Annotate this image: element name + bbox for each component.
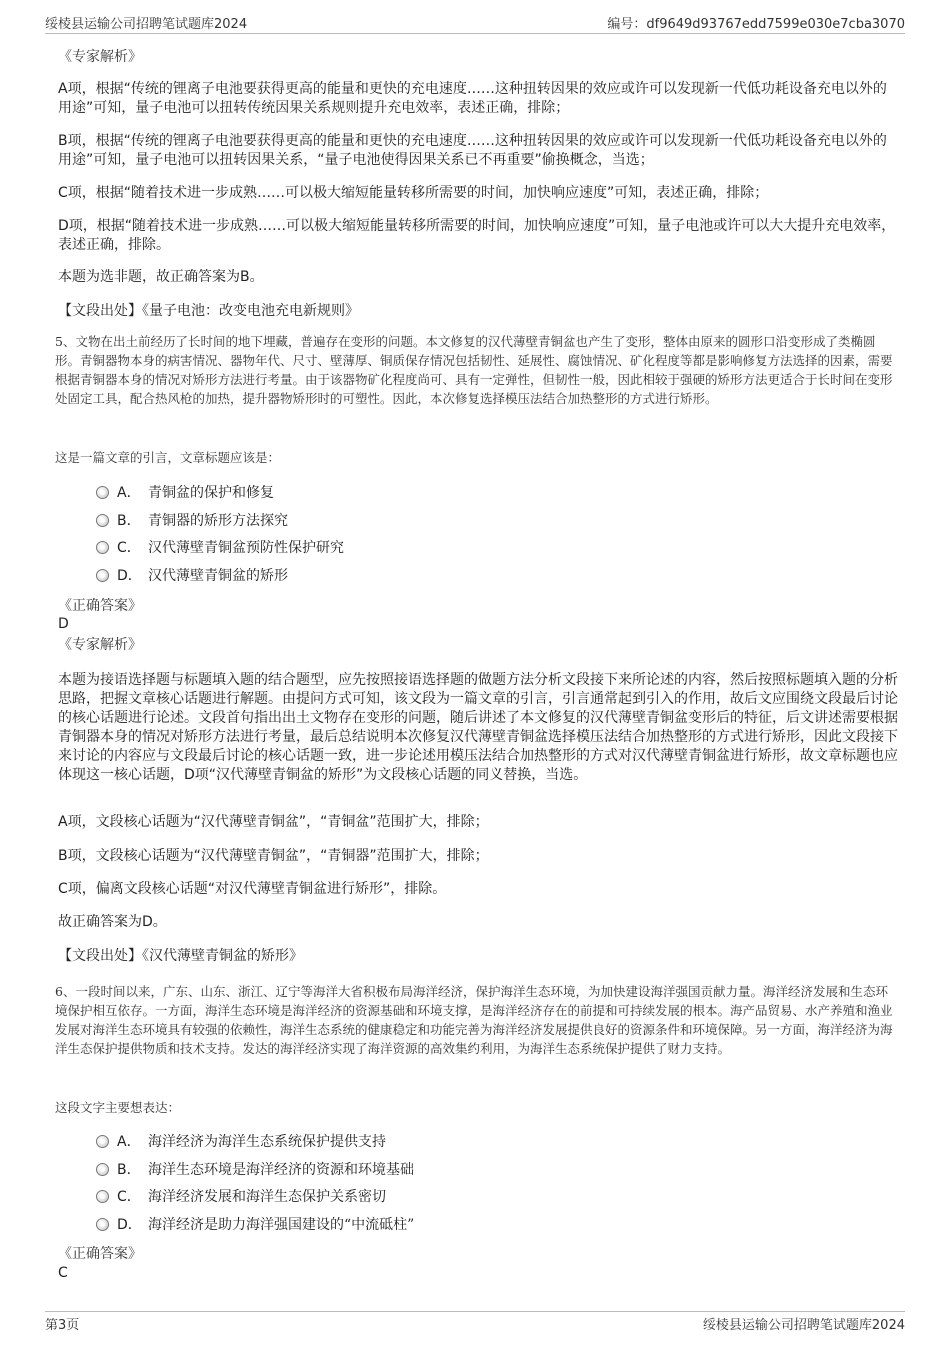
question-prompt: 这是一篇文章的引言，文章标题应该是： [55,450,281,465]
option-a[interactable]: A． 青铜盆的保护和修复 [96,483,274,503]
source-citation: 【文段出处】《量子电池：改变电池充电新规则》 [58,303,359,319]
header-title: 绥棱县运输公司招聘笔试题库2024 [45,17,248,32]
correct-answer-label: 《正确答案》 [58,598,142,614]
radio-icon[interactable] [96,486,109,499]
analysis-paragraph: 本题为接语选择题与标题填入题的结合题型，应先按照接语选择题的做题方法分析文段接下来所论述的内容，然后按照标题填入题的分析思路，把握文章核心话题进行解题。由提问方式可知，该文段为一篇文章的引言，引言通常起到引入的作用，故后文应围绕文段最后讨论的核心话题进行论述。文段首句指出出土文物存在变形的问题，随后讲述了本文修复的汉代薄壁青铜盆变形后的特征，后文讲述需要根据青铜器本身的情况对矫形方法进行考量，最后总结说明本次修复汉代薄壁青铜盆选择模压法结合加热整形的方式进行矫形，因此文段接下来讨论的内容应与文段最后讨论的核心话题一致，进一步论述用模压法结合加热整形的方式对汉代薄壁青铜盆进行矫形，故文章标题也应体现这一核心话题，D项“汉代薄壁青铜盆的矫形”为文段核心话题的同义替换，当选。 [58,672,898,783]
analysis-conclusion: 本题为选非题，故正确答案为B。 [58,269,264,285]
correct-answer-value: C [58,1265,68,1281]
expert-analysis-label: 《专家解析》 [58,49,142,65]
radio-icon[interactable] [96,1190,109,1203]
question-passage: 5、文物在出土前经历了长时间的地下埋藏，普遍存在变形的问题。本文修复的汉代薄壁青铜盆也产生了变形，整体由原来的圆形口沿变形成了类椭圆形。青铜器物本身的病害情况、器物年代、尺寸、壁薄厚、铜质保存情况包括韧性、延展性、腐蚀情况、矿化程度等都是影响修复方法选择的因素，需要根据青铜器本身的情况对矫形方法进行考量。由于该器物矿化程度尚可、具有一定弹性，但韧性一般，因此相较于强硬的矫形方法更适合于长时间在变形处固定工具，配合热风枪的加热，提升器物矫形时的可塑性。因此，本次修复选择模压法结合加热整形的方式进行矫形。 [55,334,893,406]
header-doc-id: 编号：df9649d93767edd7599e030e7cba3070 [607,17,905,32]
question-prompt: 这段文字主要想表达： [55,1100,181,1115]
radio-icon[interactable] [96,1163,109,1176]
footer-title: 绥棱县运输公司招聘笔试题库2024 [702,1318,905,1333]
analysis-paragraph: C项，偏离文段核心话题“对汉代薄壁青铜盆进行矫形”，排除。 [58,881,447,897]
option-b[interactable]: B． 海洋生态环境是海洋经济的资源和环境基础 [96,1160,414,1180]
correct-answer-label: 《正确答案》 [58,1246,142,1262]
analysis-paragraph: B项，根据“传统的锂离子电池要获得更高的能量和更快的充电速度……这种扭转因果的效应或许可以发现新一代低功耗设备充电以外的用途”可知，量子电池可以扭转因果关系，“量子电池使得因果关系已不再重要”偷换概念，当选； [58,133,887,168]
expert-analysis-label: 《专家解析》 [58,637,142,653]
analysis-paragraph: D项，根据“随着技术进一步成熟……可以极大缩短能量转移所需要的时间，加快响应速度”可知，量子电池或许可以大大提升充电效率，表述正确，排除。 [58,218,896,253]
analysis-paragraph: B项，文段核心话题为“汉代薄壁青铜盆”，“青铜器”范围扩大，排除； [58,848,489,864]
option-b[interactable]: B． 青铜器的矫形方法探究 [96,511,288,531]
option-c[interactable]: C． 汉代薄壁青铜盆预防性保护研究 [96,538,344,558]
question-passage: 6、一段时间以来，广东、山东、浙江、辽宁等海洋大省积极布局海洋经济，保护海洋生态环境，为加快建设海洋强国贡献力量。海洋经济发展和生态环境保护相互依存。一方面，海洋生态环境是海洋经济的资源基础和环境支撑，是海洋经济存在的前提和可持续发展的根本。海产品贸易、水产养殖和渔业发展对海洋生态环境具有较强的依赖性，海洋生态系统的健康稳定和功能完善为海洋经济发展提供良好的资源条件和环境保障。另一方面，海洋经济为海洋生态保护提供物质和技术支持。发达的海洋经济实现了海洋资源的高效集约利用，为海洋生态系统保护提供了财力支持。 [55,984,893,1056]
option-c[interactable]: C． 海洋经济发展和海洋生态保护关系密切 [96,1187,386,1207]
source-citation: 【文段出处】《汉代薄壁青铜盆的矫形》 [58,948,303,964]
radio-icon[interactable] [96,569,109,582]
radio-icon[interactable] [96,514,109,527]
radio-icon[interactable] [96,1135,109,1148]
option-d[interactable]: D． 汉代薄壁青铜盆的矫形 [96,566,288,586]
page-number: 第3页 [45,1318,80,1333]
correct-answer-value: D [58,616,69,632]
analysis-paragraph: A项，文段核心话题为“汉代薄壁青铜盆”，“青铜盆”范围扩大，排除； [58,814,489,830]
header-divider [45,33,905,34]
radio-icon[interactable] [96,1218,109,1231]
footer-divider [45,1311,905,1312]
analysis-conclusion: 故正确答案为D。 [58,914,167,930]
radio-icon[interactable] [96,541,109,554]
option-a[interactable]: A． 海洋经济为海洋生态系统保护提供支持 [96,1132,386,1152]
analysis-paragraph: A项，根据“传统的锂离子电池要获得更高的能量和更快的充电速度……这种扭转因果的效应或许可以发现新一代低功耗设备充电以外的用途”可知，量子电池可以扭转传统因果关系规则提升充电效率，表述正确，排除； [58,81,887,116]
analysis-paragraph: C项，根据“随着技术进一步成熟……可以极大缩短能量转移所需要的时间，加快响应速度”可知，表述正确，排除； [58,185,769,201]
option-d[interactable]: D． 海洋经济是助力海洋强国建设的“中流砥柱” [96,1215,414,1235]
